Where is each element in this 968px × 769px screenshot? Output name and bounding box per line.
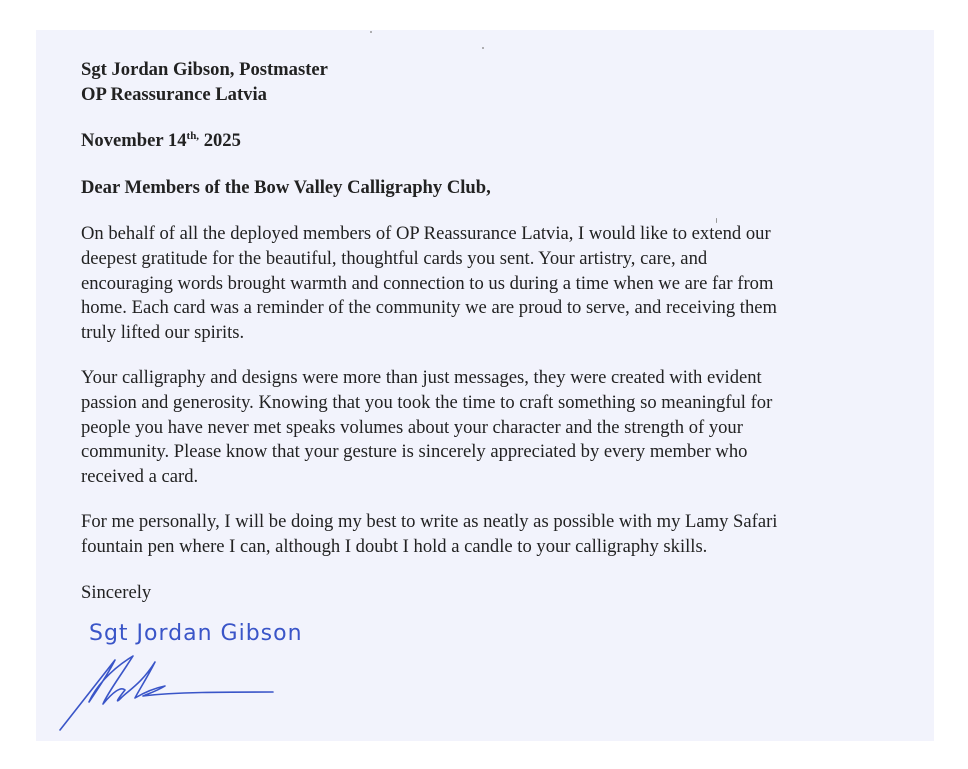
paragraph-1 [81,222,921,345]
letter-body [81,58,921,605]
text-line: encouraging words brought warmth and connection to us during a time when we are far from [81,272,774,294]
date-ordinal: th, [186,130,200,143]
paper-speck [370,31,372,33]
text-line: community. Please know that your gesture is sincerely appreciated by every member who [81,441,748,463]
text-line: home. Each card was a reminder of the community we are proud to serve, and receiving them [81,297,777,319]
sender-block [81,58,921,107]
signature-scribble [55,648,280,733]
text-line: On behalf of all the deployed members of OP Reassurance Latvia, I would like to extend our [81,223,771,245]
salutation: Dear Members of the Bow Valley Calligraphy Club, [81,176,491,198]
closing: Sincerely [81,581,152,603]
handwritten-name: Sgt Jordan Gibson [89,621,303,646]
sender-name: Sgt Jordan Gibson, Postmaster [81,59,328,80]
text-line: truly lifted our spirits. [81,321,245,343]
sender-unit: OP Reassurance Latvia [81,83,267,105]
text-line: received a card. [81,465,199,487]
letter-date [81,129,921,154]
paper-speck [482,47,484,49]
text-line: people you have never met speaks volumes about your character and the strength of your [81,416,743,438]
date-text: November 14 [81,130,187,152]
text-line: For me personally, I will be doing my best to write as neatly as possible with my Lamy Safari [81,511,778,533]
text-line: fountain pen where I can, although I doubt I hold a candle to your calligraphy skills. [81,535,708,557]
text-line: Your calligraphy and designs were more than just messages, they were created with evident [81,367,762,389]
text-line: deepest gratitude for the beautiful, thoughtful cards you sent. Your artistry, care, and [81,247,708,269]
paper-speck [716,218,717,223]
date-year: 2025 [199,130,241,152]
paragraph-3 [81,510,921,559]
text-line: passion and generosity. Knowing that you took the time to craft something so meaningful for [81,391,773,413]
paragraph-2 [81,366,921,489]
